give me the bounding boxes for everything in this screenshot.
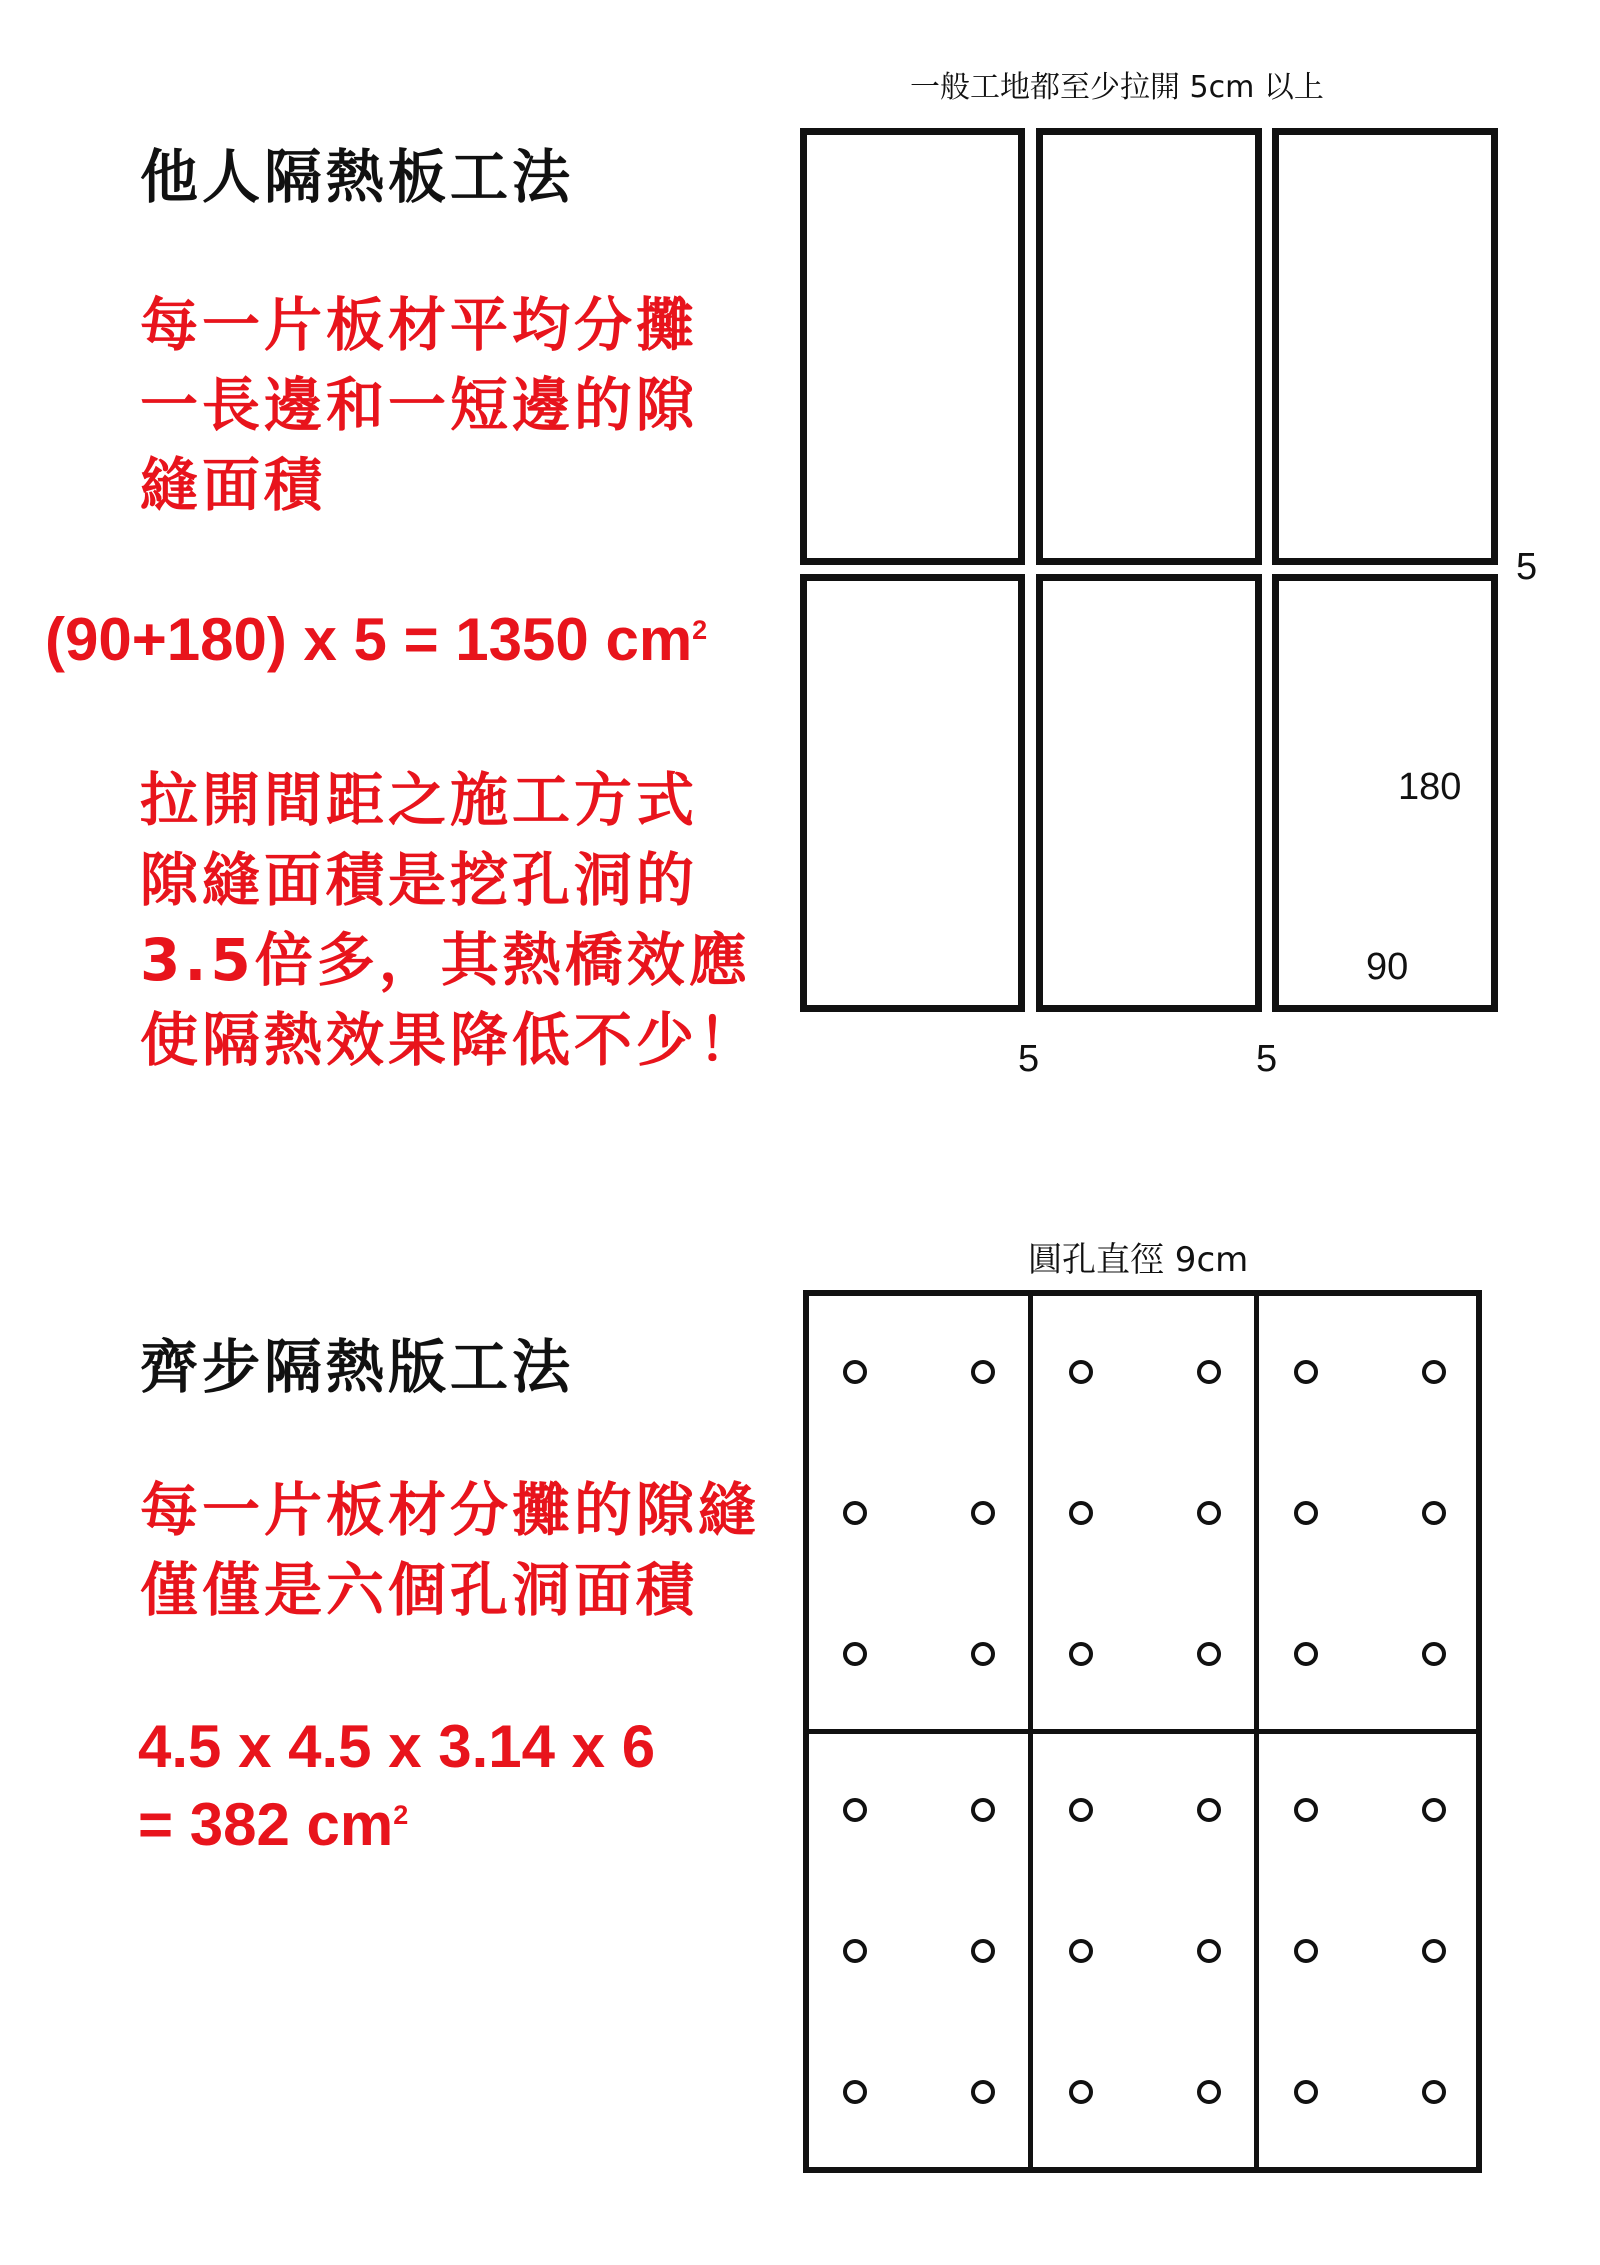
- hole-icon: [1197, 1939, 1221, 1963]
- hole-icon: [1069, 1939, 1093, 1963]
- bottom-description: [140, 1470, 760, 1630]
- bottom-description-line: 僅僅是六個孔洞面積: [140, 1556, 699, 1624]
- hole-icon: [971, 1642, 995, 1666]
- top-formula-main: (90+180) x 5 = 1350 cm: [45, 606, 693, 673]
- hole-icon: [1422, 1642, 1446, 1666]
- top-conclusion-line: 拉開間距之施工方式: [140, 766, 699, 834]
- bottom-formula-line2-wrap: [138, 1790, 408, 1859]
- gapped-panel: [1272, 128, 1498, 565]
- hole-icon: [1294, 1939, 1318, 1963]
- hole-icon: [843, 1501, 867, 1525]
- hole-icon: [971, 1360, 995, 1384]
- hole-icon: [1197, 1360, 1221, 1384]
- hole-icon: [1069, 1360, 1093, 1384]
- hole-icon: [843, 1939, 867, 1963]
- hole-icon: [1197, 1798, 1221, 1822]
- dim-width: 90: [1366, 946, 1409, 988]
- dim-gap-right: 5: [1516, 546, 1538, 588]
- top-diagram-caption: 一般工地都至少拉開 5cm 以上: [910, 70, 1324, 105]
- hole-icon: [1294, 1642, 1318, 1666]
- bottom-description-line: 每一片板材分攤的隙縫: [140, 1476, 761, 1544]
- hole-icon: [1069, 1642, 1093, 1666]
- dim-gap-bottom-right: 5: [1256, 1038, 1278, 1080]
- hole-icon: [843, 1798, 867, 1822]
- bottom-heading: 齊步隔熱版工法: [140, 1333, 575, 1401]
- top-conclusion-line: 隙縫面積是挖孔洞的: [140, 846, 699, 914]
- hole-icon: [971, 1798, 995, 1822]
- top-description-line: 一長邊和一短邊的隙: [140, 371, 699, 439]
- hole-icon: [1197, 1501, 1221, 1525]
- bottom-formula-line1: 4.5 x 4.5 x 3.14 x 6: [138, 1713, 656, 1780]
- hole-icon: [1294, 2080, 1318, 2104]
- gapped-panel: [1036, 574, 1262, 1012]
- hole-icon: [843, 1360, 867, 1384]
- hole-icon: [971, 1501, 995, 1525]
- top-conclusion: [140, 760, 760, 1080]
- top-formula: [45, 605, 707, 674]
- hole-icon: [1422, 1939, 1446, 1963]
- top-conclusion-line: 使隔熱效果降低不少！: [140, 1006, 761, 1074]
- panel-divider-horizontal: [803, 1729, 1482, 1734]
- dim-height: 180: [1398, 766, 1462, 808]
- gapped-panel: [800, 128, 1025, 565]
- top-formula-superscript: 2: [692, 615, 708, 645]
- hole-icon: [1294, 1501, 1318, 1525]
- top-heading: 他人隔熱板工法: [140, 143, 575, 211]
- hole-icon: [1197, 2080, 1221, 2104]
- gapped-panel: [800, 574, 1025, 1012]
- hole-icon: [1422, 1360, 1446, 1384]
- hole-icon: [1422, 2080, 1446, 2104]
- hole-icon: [1294, 1360, 1318, 1384]
- hole-icon: [843, 2080, 867, 2104]
- hole-icon: [1069, 1798, 1093, 1822]
- hole-icon: [1197, 1642, 1221, 1666]
- dim-gap-bottom-left: 5: [1018, 1038, 1040, 1080]
- hole-icon: [971, 2080, 995, 2104]
- hole-icon: [1294, 1798, 1318, 1822]
- bottom-diagram-caption: 圓孔直徑 9cm: [1028, 1240, 1249, 1280]
- hole-icon: [971, 1939, 995, 1963]
- gapped-panel: [1036, 128, 1262, 565]
- top-description-line: 每一片板材平均分攤: [140, 291, 699, 359]
- hole-icon: [1069, 1501, 1093, 1525]
- top-description-line: 縫面積: [140, 451, 327, 519]
- top-conclusion-line: 3.5倍多，其熱橋效應: [140, 926, 751, 994]
- hole-icon: [1422, 1501, 1446, 1525]
- bottom-formula-superscript: 2: [393, 1800, 409, 1830]
- hole-icon: [843, 1642, 867, 1666]
- hole-icon: [1422, 1798, 1446, 1822]
- bottom-formula-line2: = 382 cm: [138, 1791, 394, 1858]
- hole-icon: [1069, 2080, 1093, 2104]
- top-description: [140, 285, 698, 525]
